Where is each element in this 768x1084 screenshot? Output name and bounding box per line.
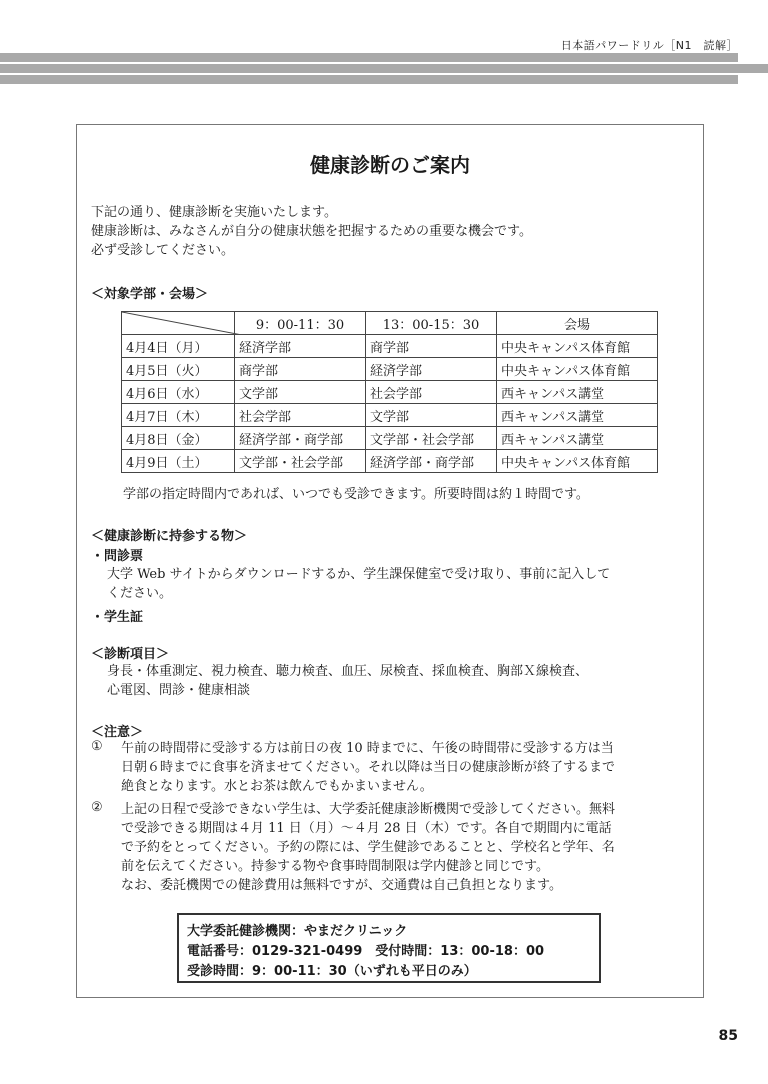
caution-number: ② [91,800,103,815]
date-cell: 4月8日（金） [122,427,235,450]
header-band [0,64,768,73]
text-line: で受診できる期間は４月 11 日（月）～４月 28 日（木）です。各自で期間内に電話 [121,821,612,836]
header-band [0,53,738,62]
cautions-heading: ＜注意＞ [91,725,144,740]
pm-cell: 経済学部・商学部 [366,450,497,473]
am-cell: 経済学部 [235,335,366,358]
text-line: 身長・体重測定、視力検査、聴力検査、血圧、尿検査、採血検査、胸部Ｘ線検査、 [107,664,589,679]
diagonal-corner-cell [122,312,235,335]
exams-list [107,662,588,700]
table-row [122,427,658,450]
am-cell: 社会学部 [235,404,366,427]
am-cell: 文学部・社会学部 [235,450,366,473]
venue-cell: 西キャンパス講堂 [497,381,658,404]
text-line: なお、委託機関での健診費用は無料ですが、交通費は自己負担となります。 [121,878,562,893]
date-cell: 4月9日（土） [122,450,235,473]
caution-number: ① [91,739,103,754]
column-header: 会場 [497,312,658,335]
pm-cell: 文学部 [366,404,497,427]
date-cell: 4月4日（月） [122,335,235,358]
book-series-title: 日本語パワードリル［N1 読解］ [560,39,738,52]
bring-item-questionnaire-text [107,565,610,603]
intro-line: 健康診断は、みなさんが自分の健康状態を把握するための重要な機会です。 [91,224,532,239]
intro-line: 下記の通り、健康診断を実施いたします。 [91,205,337,220]
page-number: 85 [718,1028,738,1044]
text-line: で予約をとってください。予約の際には、学生健診であることと、学校名と学年、名 [121,840,615,855]
intro-text [91,203,532,260]
date-cell: 4月6日（水） [122,381,235,404]
table-row [122,404,658,427]
pm-cell: 商学部 [366,335,497,358]
pm-cell: 文学部・社会学部 [366,427,497,450]
column-header: 9：00-11：30 [235,312,366,335]
bring-item-student-id: ・学生証 [91,610,144,625]
bring-heading: ＜健康診断に持参する物＞ [91,529,248,544]
text-line: 上記の日程で受診できない学生は、大学委託健康診断機関で受診してください。無料 [121,802,616,817]
bring-item-questionnaire: ・問診票 [91,549,144,564]
clinic-info-box [177,913,601,983]
text-line: 絶食となります。水とお茶は飲んでもかまいません。 [121,779,433,794]
schedule-table [121,311,658,473]
caution-text [121,800,615,895]
table-row [122,335,658,358]
notice-frame [76,124,704,998]
am-cell: 商学部 [235,358,366,381]
am-cell: 経済学部・商学部 [235,427,366,450]
clinic-name: 大学委託健診機関：やまだクリニック [187,924,408,939]
venue-cell: 中央キャンパス体育館 [497,358,658,381]
caution-text [121,739,615,796]
notice-title: 健康診断のご案内 [310,153,470,177]
exams-heading: ＜診断項目＞ [91,647,170,662]
am-cell: 文学部 [235,381,366,404]
diagonal-line [122,312,242,335]
venue-cell: 中央キャンパス体育館 [497,450,658,473]
pm-cell: 社会学部 [366,381,497,404]
text-line: 日朝６時までに食事を済ませてください。それ以降は当日の健康診断が終了するまで [121,760,616,775]
date-cell: 4月5日（火） [122,358,235,381]
table-row [122,381,658,404]
column-header: 13：00-15：30 [366,312,497,335]
table-row [122,358,658,381]
schedule-note: 学部の指定時間内であれば、いつでも受診できます。所要時間は約１時間です。 [123,487,589,502]
venue-cell: 西キャンパス講堂 [497,404,658,427]
text-line: 前を伝えてください。持参する物や食事時間制限は学内健診と同じです。 [121,859,549,874]
text-line: 午前の時間帯に受診する方は前日の夜 10 時までに、午後の時間帯に受診する方は当 [121,741,614,756]
venue-cell: 中央キャンパス体育館 [497,335,658,358]
schedule-heading: ＜対象学部・会場＞ [91,287,209,302]
text-line: 心電図、問診・健康相談 [107,683,251,698]
clinic-consultation-hours: 受診時間：9：00-11：30（いずれも平日のみ） [187,964,477,979]
date-cell: 4月7日（木） [122,404,235,427]
text-line: ください。 [107,586,173,601]
text-line: 大学 Web サイトからダウンロードするか、学生課保健室で受け取り、事前に記入して [107,567,611,582]
table-row [122,450,658,473]
clinic-phone-hours: 電話番号：0129-321-0499 受付時間：13：00-18：00 [187,944,545,959]
header-band [0,75,738,84]
table-header-row [122,312,658,335]
venue-cell: 西キャンパス講堂 [497,427,658,450]
intro-line: 必ず受診してください。 [91,243,235,258]
pm-cell: 経済学部 [366,358,497,381]
